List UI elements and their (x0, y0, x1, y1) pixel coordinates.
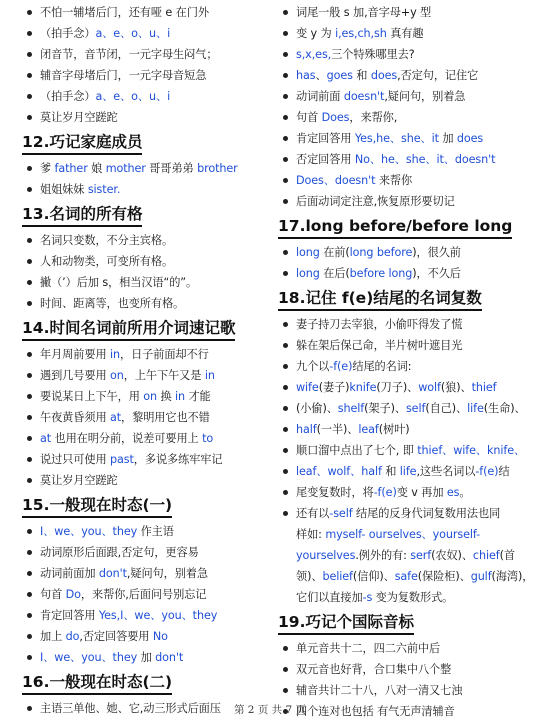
text-segment: 、 (315, 69, 327, 82)
text-segment: 和 (352, 69, 371, 82)
list-item (22, 251, 268, 272)
bullet-icon (27, 352, 32, 357)
bullet-icon (27, 52, 32, 57)
english-term: at (109, 411, 122, 424)
list-item (278, 263, 534, 284)
english-term: No (152, 630, 168, 643)
text-segment: (刀子)、 (376, 381, 419, 394)
text-segment: 肯定回答用 (40, 609, 99, 622)
english-term: on (109, 369, 124, 382)
list-item (22, 86, 268, 107)
text-segment: 人和动物类，可变所有格。 (40, 255, 174, 268)
list-item (278, 503, 534, 524)
section-heading: 14.时间名词前所用介词速记歌 (22, 318, 235, 341)
text-segment: 闭音节，音节闭，一元字母生闷气； (40, 48, 218, 61)
bullet-icon (283, 427, 288, 432)
bullet-icon (27, 280, 32, 285)
list-item (22, 107, 268, 128)
list-item (22, 344, 268, 365)
bullet-icon (27, 457, 32, 462)
list-item (22, 158, 268, 179)
english-term: i,es,ch,sh (335, 27, 387, 40)
bullet-icon (27, 613, 32, 618)
text-segment: 结 (498, 465, 510, 478)
text-segment: 加上 (40, 630, 66, 643)
bullet-icon (283, 94, 288, 99)
list-item (278, 242, 534, 263)
text-segment: 来帮你 (375, 174, 413, 187)
bullet-icon (27, 394, 32, 399)
list-item (278, 23, 534, 44)
text-segment: 爹 (40, 162, 55, 175)
bullet-icon (283, 115, 288, 120)
section-heading: 19.巧记个国际音标 (278, 612, 414, 635)
text-segment: 在前( (319, 246, 350, 259)
list-item (278, 149, 534, 170)
text-segment: 不怕一辅堵后门，还有哑 e 在门外 (40, 6, 209, 19)
english-term: Does、doesn't (296, 174, 376, 187)
english-term: goes (326, 69, 353, 82)
english-term: self (405, 402, 426, 415)
english-term: half (296, 423, 317, 436)
english-term: past (109, 453, 134, 466)
bullet-icon (283, 667, 288, 672)
bullet-icon (27, 115, 32, 120)
text-segment: ,否定句，记住它 (397, 69, 479, 82)
text-segment: ，黎明用它也不错 (121, 411, 210, 424)
bullet-icon (283, 469, 288, 474)
english-term: -f(e) (475, 465, 499, 478)
english-term: belief (322, 570, 353, 583)
bullet-icon (27, 373, 32, 378)
text-segment: 单元音共十二，四二六前中后 (296, 642, 441, 655)
english-term: -f(e) (373, 486, 397, 499)
bullet-icon (27, 301, 32, 306)
english-term: myself- ourselves、yourself- (325, 528, 481, 541)
text-segment: 加 (137, 651, 156, 664)
english-term: thief (471, 381, 497, 394)
english-term: wife (296, 381, 319, 394)
bullet-icon (27, 238, 32, 243)
list-item (22, 179, 268, 200)
text-segment: (信仰)、 (352, 570, 395, 583)
list-item (278, 398, 534, 419)
text-segment: 作主语 (137, 525, 174, 538)
list-item (22, 428, 268, 449)
list-item (278, 314, 534, 335)
bullet-icon (27, 655, 32, 660)
list-item (22, 407, 268, 428)
list-item (22, 647, 268, 668)
text-segment: 也用在明分前，说差可要用上 (51, 432, 203, 445)
list-item-continuation (278, 587, 534, 608)
list-item (278, 659, 534, 680)
text-segment: ,疑问句，别着急 (384, 90, 466, 103)
text-segment: 双元音也好背，合口集中八个整 (296, 663, 452, 676)
left-column (22, 0, 268, 719)
bullet-icon (27, 415, 32, 420)
text-segment: 动词前面加 (40, 567, 99, 580)
english-term: gulf (470, 570, 492, 583)
text-segment: 它们以直接加 (296, 591, 363, 604)
text-segment: (狼)、 (440, 381, 472, 394)
text-segment: 娘 (87, 162, 106, 175)
english-term: -s (362, 591, 373, 604)
bullet-icon (283, 343, 288, 348)
list-item (22, 365, 268, 386)
bullet-icon (27, 259, 32, 264)
bullet-icon (27, 634, 32, 639)
text-segment: (架子)、 (364, 402, 406, 415)
text-segment: (自己)、 (425, 402, 468, 415)
text-segment: 莫让岁月空蹉跎 (40, 474, 118, 487)
english-term: life (399, 465, 417, 478)
text-segment: 在后( (319, 267, 350, 280)
bullet-icon (283, 322, 288, 327)
text-segment: 躲在架后保己命，半片树叶遮目光 (296, 339, 463, 352)
list-item (278, 482, 534, 503)
text-segment: ,疑问句，别着急 (126, 567, 208, 580)
text-segment: 动词原形后面跟,否定句，更容易 (40, 546, 199, 559)
english-term: I、we、you、they (40, 525, 138, 538)
list-item (22, 65, 268, 86)
english-term: to (202, 432, 214, 445)
text-segment: 肯定回答用 (296, 132, 355, 145)
english-term: Yes,I、we、you、they (98, 609, 218, 622)
english-term: Yes,he、she、it (354, 132, 439, 145)
english-term: long before (349, 246, 413, 259)
english-term: es (446, 486, 460, 499)
list-item (22, 272, 268, 293)
list-item (22, 293, 268, 314)
english-term: life (467, 402, 484, 415)
english-term: doesn't (343, 90, 385, 103)
text-segment: ,否定回答要用 (79, 630, 153, 643)
text-segment: 样如: (296, 528, 326, 541)
bullet-icon (27, 187, 32, 192)
list-item (22, 2, 268, 23)
bullet-icon (27, 529, 32, 534)
english-term: on (143, 390, 157, 403)
english-term: father (54, 162, 88, 175)
english-term: Does (321, 111, 350, 124)
text-segment: 名词只变数，不分主宾格。 (40, 234, 174, 247)
list-item (278, 440, 534, 461)
text-segment: 结尾的反身代词复数用法也同 (352, 507, 501, 520)
list-item (22, 449, 268, 470)
english-term: leaf (358, 423, 379, 436)
english-term: in (109, 348, 120, 361)
text-segment: (海湾)， (491, 570, 534, 583)
bullet-icon (27, 10, 32, 15)
text-segment: 说过只可使用 (40, 453, 110, 466)
bullet-icon (27, 436, 32, 441)
english-term: long (296, 267, 320, 280)
bullet-icon (27, 550, 32, 555)
text-segment: 后面动词定注意,恢复原形要切记 (296, 195, 455, 208)
list-item (278, 2, 534, 23)
text-segment: (小偷)、 (296, 402, 338, 415)
list-item (278, 170, 534, 191)
list-item (278, 419, 534, 440)
bullet-icon (283, 136, 288, 141)
text-segment: 主语三单他、她、它,动三形式后面压 (40, 702, 221, 715)
bullet-icon (27, 94, 32, 99)
english-term: has (296, 69, 316, 82)
english-term: a、e、o、u、i (95, 90, 171, 103)
text-segment: ，来帮你,后面问号别忘记 (80, 588, 207, 601)
section-heading: 16.一般现在时态(二) (22, 672, 172, 695)
text-segment: 否定回答用 (296, 153, 355, 166)
bullet-icon (283, 688, 288, 693)
list-item (22, 626, 268, 647)
text-segment: 尾变复数时，将 (296, 486, 374, 499)
bullet-icon (283, 73, 288, 78)
text-segment: 领)、 (296, 570, 323, 583)
english-term: s,x,es, (296, 48, 332, 61)
text-segment: 词尾一般 s 加,音字母+y 型 (296, 6, 432, 19)
bullet-icon (283, 364, 288, 369)
text-segment: (一半)、 (316, 423, 359, 436)
english-term: yourselves (296, 549, 356, 562)
english-term: in (175, 390, 185, 403)
list-item (278, 680, 534, 701)
list-item-continuation (278, 524, 534, 545)
bullet-icon (27, 31, 32, 36)
english-term: do (65, 630, 80, 643)
text-segment: 莫让岁月空蹉跎 (40, 111, 118, 124)
page-footer: 第 2 页 共 7 页 (233, 704, 307, 716)
english-term: chief (472, 549, 500, 562)
list-item (278, 638, 534, 659)
english-term: serf (410, 549, 432, 562)
text-segment: 妻子持刀去宰狼，小偷吓得发了慌 (296, 318, 463, 331)
list-item (278, 107, 534, 128)
english-term: shelf (337, 402, 365, 415)
text-segment: (树叶) (378, 423, 410, 436)
text-segment: 四个连对也包括 有气无声清辅音 (296, 705, 455, 718)
english-term: leaf、wolf、half (296, 465, 382, 478)
english-term: long (296, 246, 320, 259)
bullet-icon (283, 157, 288, 162)
text-segment: ，来帮你, (349, 111, 398, 124)
english-term: wolf (418, 381, 441, 394)
list-item (278, 356, 534, 377)
list-item (22, 23, 268, 44)
text-segment: ，多说多练牢牢记 (133, 453, 223, 466)
list-item (22, 386, 268, 407)
text-segment: 辅音字母堵后门，一元字母音短急 (40, 69, 207, 82)
text-segment: ，上午下午又是 (123, 369, 205, 382)
text-segment: 动词前面 (296, 90, 344, 103)
english-term: knife (349, 381, 377, 394)
bullet-icon (27, 571, 32, 576)
text-segment: 和 (381, 465, 400, 478)
list-item (278, 377, 534, 398)
bullet-icon (27, 73, 32, 78)
list-item (22, 584, 268, 605)
bullet-icon (283, 31, 288, 36)
bullet-icon (27, 166, 32, 171)
list-item (22, 605, 268, 626)
bullet-icon (283, 511, 288, 516)
list-item (278, 461, 534, 482)
section-heading: 15.一般现在时态(一) (22, 495, 172, 518)
text-segment: .例外的有: (355, 549, 411, 562)
text-segment: 哥哥弟弟 (145, 162, 198, 175)
text-segment: 加 (438, 132, 457, 145)
text-segment: ,这些名词以 (416, 465, 476, 478)
list-item-continuation (278, 566, 534, 587)
english-term: in (204, 369, 215, 382)
english-term: does (456, 132, 484, 145)
text-segment: (妻子) (318, 381, 350, 394)
text-segment: (首 (499, 549, 515, 562)
bullet-icon (27, 478, 32, 483)
section-heading: 13.名词的所有格 (22, 204, 142, 227)
text-segment: 要说某日上下午，用 (40, 390, 144, 403)
bullet-icon (283, 199, 288, 204)
english-term: brother (197, 162, 238, 175)
bullet-icon (283, 10, 288, 15)
bullet-icon (283, 52, 288, 57)
text-segment: )，很久前 (412, 246, 461, 259)
text-segment: 才能 (185, 390, 211, 403)
text-segment: 时间、距离等，也变所有格。 (40, 297, 185, 310)
bullet-icon (283, 490, 288, 495)
bullet-icon (283, 250, 288, 255)
english-term: at (40, 432, 52, 445)
list-item (22, 542, 268, 563)
english-term: -self (329, 507, 353, 520)
list-item (22, 44, 268, 65)
text-segment: 变为复数形式。 (372, 591, 454, 604)
section-heading: 17.long before/before long (278, 216, 512, 239)
text-segment: 变 v 再加 (396, 486, 447, 499)
english-term: -f(e) (329, 360, 353, 373)
text-segment: 年月周前要用 (40, 348, 110, 361)
list-item-continuation (278, 545, 534, 566)
text-segment: 遇到几号要用 (40, 369, 110, 382)
english-term: mother (105, 162, 146, 175)
english-term: No、he、she、it、doesn't (354, 153, 496, 166)
english-term: don't (155, 651, 184, 664)
text-segment: 撇（’）后加 s，相当汉语“的”。 (40, 276, 198, 289)
list-item (22, 521, 268, 542)
text-segment: 姐姐妹妹 (40, 183, 88, 196)
list-item (22, 470, 268, 491)
bullet-icon (27, 592, 32, 597)
english-term: Do (65, 588, 81, 601)
text-segment: 结尾的名词: (352, 360, 412, 373)
english-term: safe (394, 570, 418, 583)
list-item (22, 230, 268, 251)
section-heading: 12.巧记家庭成员 (22, 132, 142, 155)
text-segment: 三个特殊哪里去? (331, 48, 415, 61)
english-term: a、e、o、u、i (95, 27, 171, 40)
text-segment: 还有以 (296, 507, 330, 520)
right-column (278, 0, 534, 722)
section-heading: 18.记住 f(e)结尾的名词复数 (278, 288, 482, 311)
text-segment: 辅音共计二十八，八对一清又七浊 (296, 684, 463, 697)
list-item (22, 563, 268, 584)
text-segment: )，不久后 (412, 267, 461, 280)
list-item (278, 44, 534, 65)
english-term: thief、wife、knife、 (417, 444, 526, 457)
bullet-icon (283, 271, 288, 276)
list-item (278, 65, 534, 86)
list-item (278, 335, 534, 356)
english-term: sister. (87, 183, 121, 196)
list-item (278, 86, 534, 107)
text-segment: 真有趣 (386, 27, 424, 40)
bullet-icon (283, 406, 288, 411)
english-term: does (370, 69, 398, 82)
text-segment: 句首 (296, 111, 322, 124)
bullet-icon (283, 448, 288, 453)
text-segment: 午夜黄昏须用 (40, 411, 110, 424)
list-item (278, 191, 534, 212)
text-segment: (农奴)、 (431, 549, 473, 562)
text-segment: ，日子前面却不行 (119, 348, 209, 361)
text-segment: （拍手念） (40, 90, 96, 103)
list-item (278, 128, 534, 149)
text-segment: 顺口溜中点出了七个, 即 (296, 444, 418, 457)
text-segment: 句首 (40, 588, 66, 601)
english-term: before long (349, 267, 413, 280)
text-segment: 。 (459, 486, 471, 499)
text-segment: 换 (157, 390, 175, 403)
text-segment: 九个以 (296, 360, 330, 373)
text-segment: (生命)、 (483, 402, 526, 415)
english-term: I、we、you、they (40, 651, 138, 664)
bullet-icon (283, 646, 288, 651)
english-term: don't (98, 567, 127, 580)
bullet-icon (283, 178, 288, 183)
text-segment: （拍手念） (40, 27, 96, 40)
bullet-icon (283, 385, 288, 390)
text-segment: (保险柜)、 (417, 570, 471, 583)
text-segment: 变 y 为 (296, 27, 336, 40)
